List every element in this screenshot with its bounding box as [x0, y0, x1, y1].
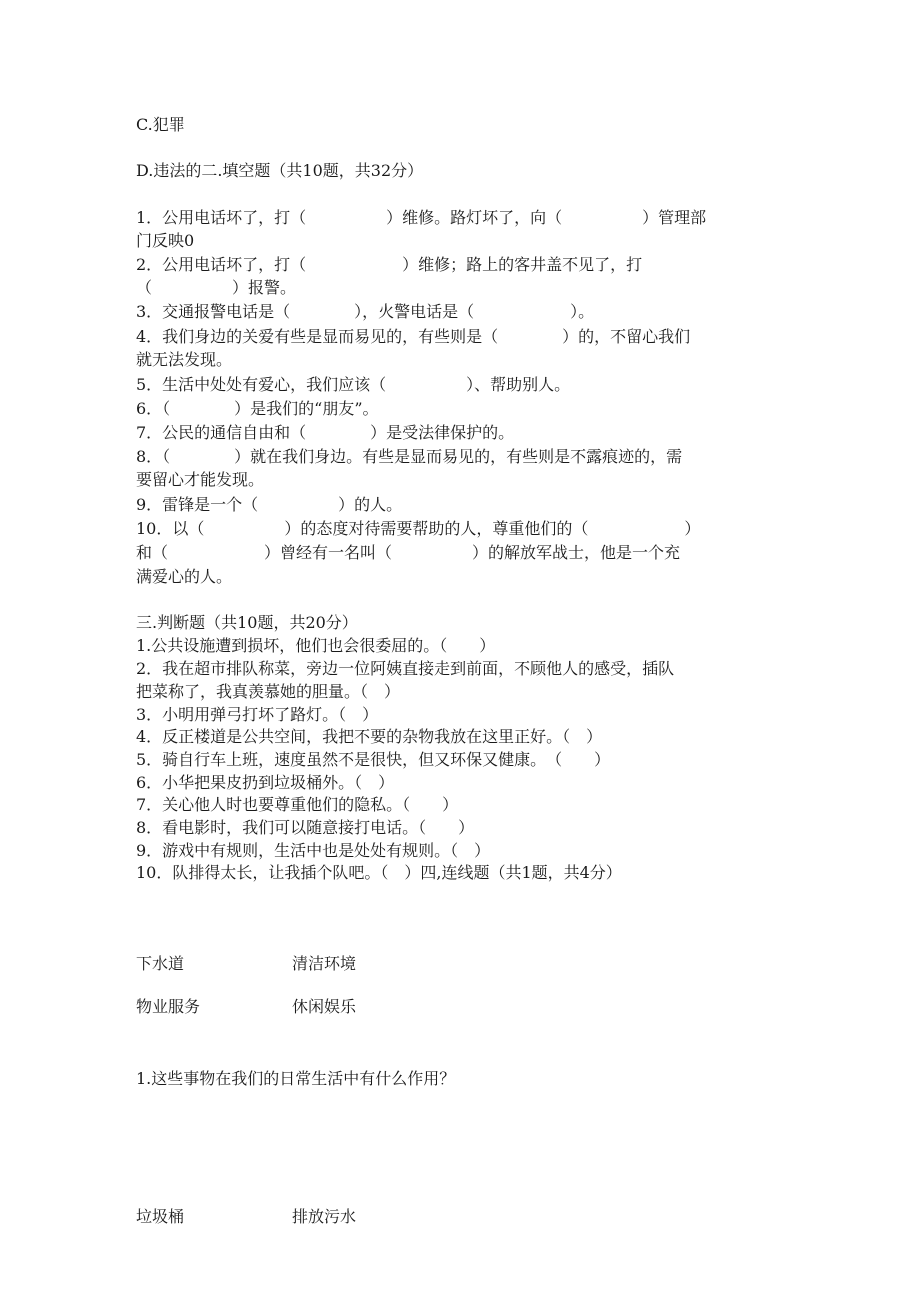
fill-q2-line1: 2．公用电话坏了，打（ ）维修；路上的客井盖不见了，打	[136, 255, 643, 274]
option-c: C.犯罪	[136, 115, 185, 134]
fill-q1-line1: 1．公用电话坏了，打（ ）维修。路灯坏了，向（ ）管理部	[136, 208, 707, 227]
judge-q8: 8．看电影时，我们可以随意接打电话。（ ）	[136, 818, 475, 837]
judge-q2-line1: 2．我在超市排队称菜，旁边一位阿姨直接走到前面，不顾他人的感受，插队	[136, 659, 675, 678]
option-d-fill-section-header: D.违法的二.填空题（共10题，共32分）	[136, 161, 424, 180]
match-row-2	[136, 996, 357, 1018]
fill-q4-line1: 4．我们身边的关爱有些是显而易见的，有些则是（ ）的，不留心我们	[136, 327, 691, 346]
fill-q2-line2: （ ）报警。	[136, 278, 297, 297]
judge-q9: 9．游戏中有规则，生活中也是处处有规则。（ ）	[136, 841, 491, 860]
match-question: 1.这些事物在我们的日常生活中有什么作用？	[136, 1069, 456, 1088]
match-right-item: 休闲娱乐	[292, 997, 357, 1016]
fill-q10-line3: 满爱心的人。	[136, 567, 233, 586]
fill-q4-line2: 就无法发现。	[136, 350, 233, 369]
fill-q1-line2: 门反映0	[136, 231, 195, 250]
fill-q5: 5．生活中处处有爱心，我们应该（ ）、帮助别人。	[136, 375, 571, 394]
fill-q9: 9．雷锋是一个（ ）的人。	[136, 495, 403, 514]
match-right-item: 清洁环境	[292, 954, 357, 973]
match-right-item: 排放污水	[292, 1207, 357, 1226]
worksheet-page	[136, 0, 786, 1301]
judge-q4: 4．反正楼道是公共空间，我把不要的杂物我放在这里正好。（ ）	[136, 727, 603, 746]
fill-q6: 6．（ ）是我们的“朋友”。	[136, 399, 379, 418]
fill-q7: 7．公民的通信自由和（ ）是受法律保护的。	[136, 423, 515, 442]
fill-q3: 3．交通报警电话是（ ），火警电话是（ ）。	[136, 302, 595, 321]
fill-q10-line1: 10．以（ ）的态度对待需要帮助的人，尊重他们的（ ）	[136, 519, 701, 538]
judge-q3: 3．小明用弹弓打坏了路灯。（ ）	[136, 705, 379, 724]
match-row-1	[136, 953, 357, 975]
fill-q8-line1: 8．（ ）就在我们身边。有些是显而易见的，有些则是不露痕迹的，需	[136, 447, 683, 466]
match-left-item: 垃圾桶	[136, 1207, 185, 1226]
judge-q2-line2: 把菜称了，我真羡慕她的胆量。（ ）	[136, 682, 401, 701]
match-row-3	[136, 1206, 357, 1228]
match-left-item: 物业服务	[136, 997, 201, 1016]
judge-q7: 7．关心他人时也要尊重他们的隐私。（ ）	[136, 795, 459, 814]
judge-section-header: 三.判断题（共10题，共20分）	[136, 613, 358, 632]
fill-q8-line2: 要留心才能发现。	[136, 470, 265, 489]
judge-q5: 5．骑自行车上班，速度虽然不是很快，但又环保又健康。 （ ）	[136, 750, 611, 769]
match-left-item: 下水道	[136, 954, 185, 973]
judge-q10-match-header: 10．队排得太长，让我插个队吧。（ ）四,连线题（共1题，共4分）	[136, 863, 622, 882]
judge-q1: 1.公共设施遭到损坏，他们也会很委屈的。（ ）	[136, 636, 496, 655]
fill-q10-line2: 和（ ）曾经有一名叫（ ）的解放军战士，他是一个充	[136, 543, 681, 562]
judge-q6: 6．小华把果皮扔到垃圾桶外。（ ）	[136, 773, 395, 792]
